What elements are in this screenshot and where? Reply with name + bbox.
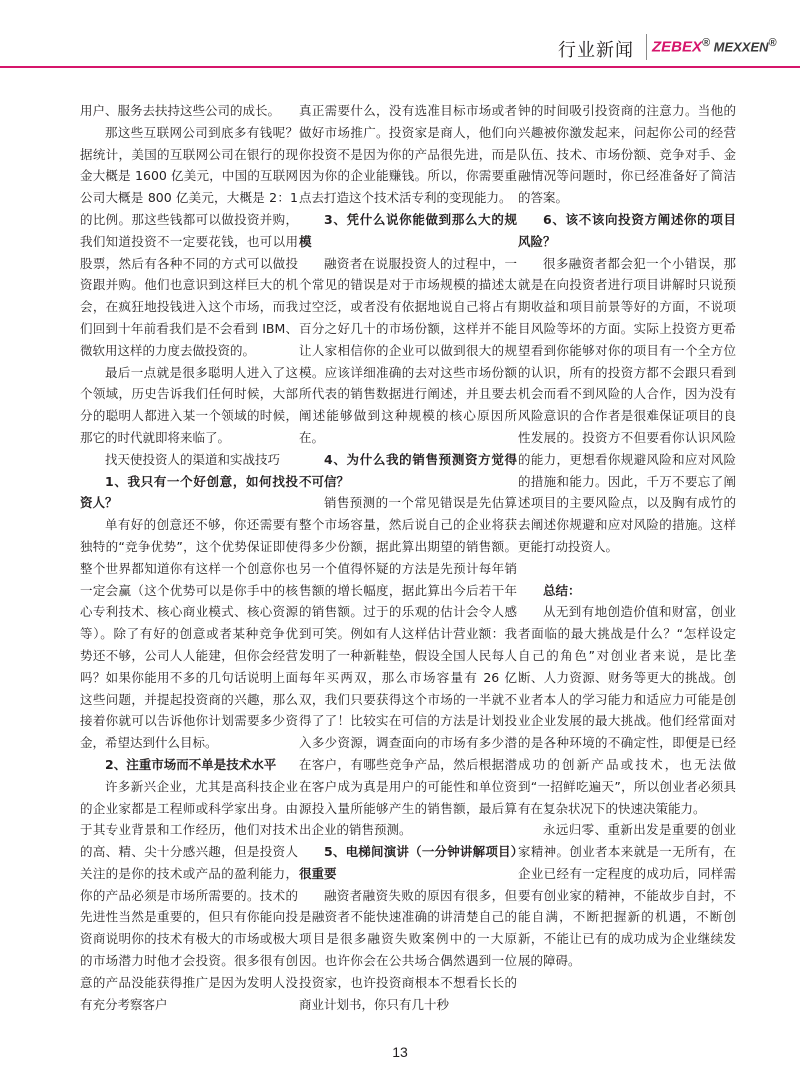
paragraph: 销售预测的一个常见错误是先估算整个市场容量，然后说自己的企业将获得多少份额，据此算出期望的销售额。另一个值得怀疑的方法是先预计每年销售额的增长幅度，据此算出今后若干年的销售额。过于的乐观的估计会令人感到可笑。例如有人这样估计营业额：我发明了一种新鞋垫，假设全国人民每人每年买两双，那么市场容量有 26 亿双，我们只要获得这个市场的一半就不得了了！比较实在可信的方法是计划投入多少资源，调查面向的市场有多少潜在客户，有哪些竞争产品，然后根据潜在客户成为真是用户的可能性和单位资源投入量所能够产生的销售额，最后算出企业的销售预测。 bbox=[299, 495, 517, 838]
header-rule bbox=[0, 66, 800, 68]
section-heading-5: 5、电梯间演讲（一分钟讲解项目）很重要 bbox=[299, 844, 517, 881]
section-heading-2: 2、注重市场而不单是技术水平 bbox=[105, 756, 277, 772]
paragraph: 最后一点就是很多聪明人进入了这个领域，历史告诉我们任何时候，大部分的聪明人都进入某一个领域的时候，那它的时代就即将来临了。 bbox=[80, 364, 298, 445]
brand-mexxen: MEXXEN bbox=[713, 39, 769, 55]
paragraph: 融资者在说服投资人的过程中，一个常见的错误是对于市场规模的描述太过空泛，或者没有依据地说自己将占有百分之好几十的市场份额，这样并不能让人家相信你的企业可以做到很大的规模。应该详细准确的去对这些市场份额所代表的销售数据进行阐述，并且要去阐述能够做到这种规模的核心原因所在。 bbox=[299, 255, 517, 445]
brand-reg-mark-1: ® bbox=[702, 37, 710, 49]
paragraph: 真正需要什么，没有选准目标市场或者做好市场推广。投资家是商人，他们向你投资不是因为你的产品很先进，而是因为你的企业能赚钱。所以，你需要重点去打造这个技术活专利的变现能力。 bbox=[299, 103, 517, 206]
spacer bbox=[518, 558, 736, 580]
paragraph: 从无到有地创造价值和财富，创业者面临的最大挑战是什么？“怎样设定自己的角色”对创业者来说，是比垄断、人力资源、财务等更大的挑战。创业者本人的学习能力和适应力可能是创业企业发展的最大挑战。他们经常面对的是各种环境的不确定性，即便是已经成功的创新产品或技术，也无法做到“一招鲜吃遍天”，所以创业者必须具有在复杂状况下的快速决策能力。 bbox=[518, 604, 736, 816]
subheading-channels: 找天使投资人的渠道和实战技巧 bbox=[105, 451, 281, 467]
paragraph: 单有好的创意还不够，你还需要有独特的“竞争优势”，这个优势保证即使整个世界都知道你有这样一个创意你也一定会赢（这个优势可以是你手中的核心专利技术、核心商业模式、核心资源等）。除了有好的创意或者某种竞争优势还不够，公司人人能建，但你会经营吗？如果你能用不多的几句话说明上面这些问题，并提起投资商的兴趣，那么接着你就可以告诉他你计划需要多少资金，希望达到什么目标。 bbox=[80, 517, 298, 751]
section-heading-1: 1、我只有一个好创意，如何找投资人？ bbox=[80, 473, 298, 511]
brand-zebex: ZEBEX bbox=[652, 38, 703, 56]
paragraph: 许多新兴企业，尤其是高科技企业的企业家都是工程师或科学家出身。由于其专业背景和工作经历，他们对技术的高、精、尖十分感兴趣，但是投资人关注的是你的技术或产品的盈利能力，你的产品必须是市场所需要的。技术的先进性当然是重要的，但只有你能向投资商说明你的技术有极大的市场或极大的市场潜力时他才会投资。很多很有创意的产品没能获得推广是因为发明人没有充分考察客户 bbox=[80, 778, 298, 1012]
brand-reg-mark-2: ® bbox=[768, 37, 777, 49]
paragraph: 很多融资者都会犯一个小错误，那就是在向投资者进行项目讲解时只说预期收益和项目前景等好的方面，不说项目风险等坏的方面。实际上投资方更希望看到你能够对你的项目有一个全方位的认识，所有的投资方都不会跟只看到机会而看不到风险的人合作，因为没有风险意识的合作者是很难保证项目的良性发展的。投资方不但要看你认识风险的能力，更想看你规避风险和应对风险的措施和能力。因此，千万不要忘了阐述项目的主要风险点，以及胸有成竹的去阐述你规避和应对风险的措施。这样更能打动投资人。 bbox=[518, 255, 736, 554]
page-header bbox=[0, 0, 800, 72]
text-column-1 bbox=[80, 100, 298, 1015]
page-number: 13 bbox=[392, 1044, 408, 1060]
paragraph: 那这些互联网公司到底多有钱呢？据统计，美国的互联网公司在银行的现金大概是 1600 亿美元，中国的互联网公司大概是 800 亿美元，大概是 2：1 的比例。那这些钱都可以做投资并购，我们知道投资不一定要花钱，也可以用股票，然后有各种不同的方式可以做投资跟并购。他们也意识到这样巨大的机会，在疯狂地投钱进入这个市场，而我们回到十年前看我们是不会看到 IBM、微软用这样的力度去做投资的。 bbox=[80, 124, 298, 358]
brand-logo bbox=[652, 37, 777, 55]
header-divider bbox=[646, 34, 647, 60]
section-heading-summary: 总结： bbox=[543, 582, 581, 598]
paragraph: 钟的时间吸引投资商的注意力。当他的兴趣被你激发起来，问起你公司的经营队伍、技术、市场份额、竞争对手、金融情况等问题时，你已经准备好了简洁的答案。 bbox=[518, 103, 736, 206]
text-column-3 bbox=[518, 100, 736, 972]
section-heading-3: 3、凭什么说你能做到那么大的规模 bbox=[299, 211, 517, 249]
section-name: 行业新闻 bbox=[558, 40, 634, 61]
paragraph: 融资者融资失败的原因有很多，但是融资者不能快速准确的讲清楚自己的项目是很多融资失败案例中的一大原因。也许你会在公共场合偶然遇到一位投资家，也许投资商根本不想看长长的商业计划书，你只有几十秒 bbox=[299, 887, 517, 1012]
section-heading-4: 4、为什么我的销售预测资方觉得不可信？ bbox=[299, 451, 517, 489]
paragraph: 用户、服务去扶持这些公司的成长。 bbox=[80, 103, 281, 118]
paragraph: 永远归零、重新出发是重要的创业家精神。创业者本来就是一无所有，在企业已经有一定程度的成功后，同样需要有创业家的精神，不能故步自封，不能自满，不断把握新的机遇，不断创新，不能让已有的成功成为企业继续发展的障碍。 bbox=[518, 822, 736, 969]
section-heading-6: 6、该不该向投资方阐述你的项目风险？ bbox=[518, 211, 736, 249]
text-column-2 bbox=[299, 100, 517, 1015]
